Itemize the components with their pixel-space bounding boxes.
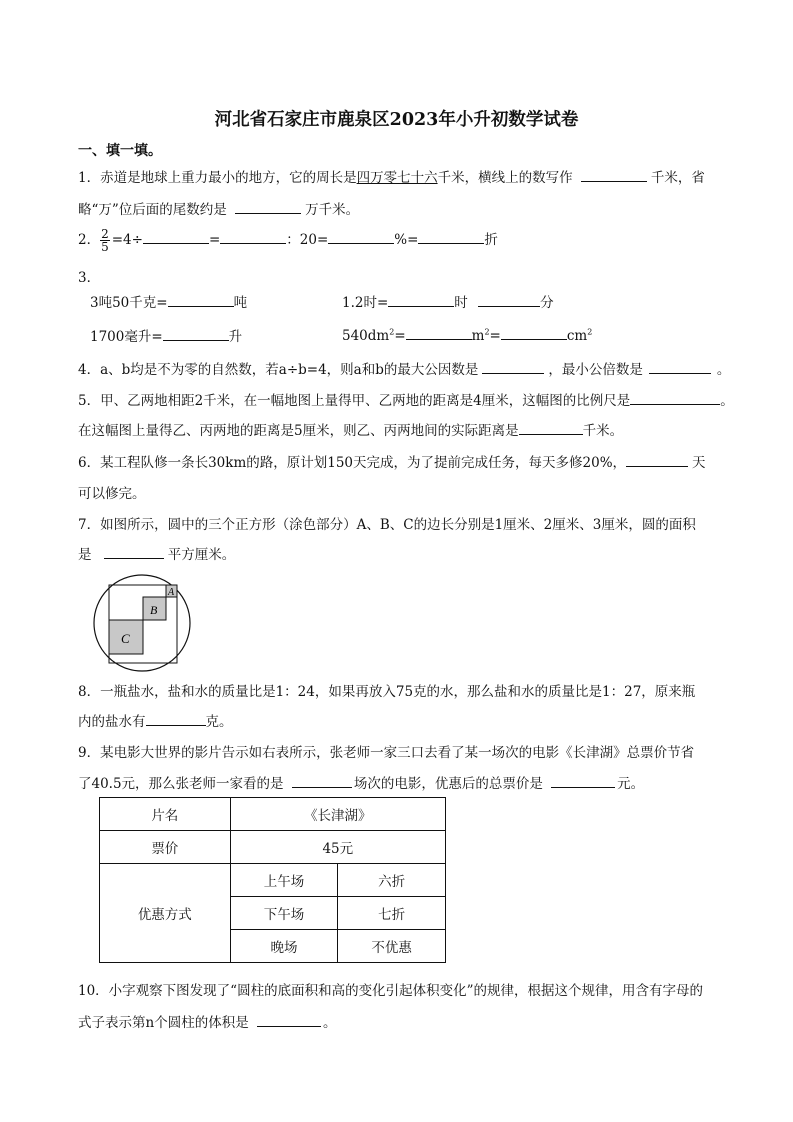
answer-blank[interactable] [163,326,229,341]
answer-blank[interactable] [501,325,567,340]
q9-text: 元。 [617,776,645,792]
q3-text: 3吨50千克= [90,295,168,311]
answer-blank[interactable] [519,420,583,435]
question-7-line-1: 7．如图所示，圆中的三个正方形（涂色部分）A、B、C的边长分别是1厘米、2厘米、3厘米，圆的面积 [78,517,696,533]
q4-text: ，最小公倍数是 [548,362,643,378]
superscript: 2 [389,327,395,337]
table-cell: 《长津湖》 [230,798,445,831]
table-row [100,831,446,864]
q1-text: 1．赤道是地球上重力最小的地方，它的周长是 [78,170,357,186]
answer-blank[interactable] [388,292,454,307]
question-6-line-2: 可以修完。 [78,486,146,502]
question-10-line-1: 10．小字观察下图发现了“圆柱的底面积和高的变化引起体积变化”的规律，根据这个规律，用含有字母的 [78,983,703,999]
answer-blank[interactable] [168,292,234,307]
answer-blank[interactable] [220,229,286,244]
answer-blank[interactable] [104,544,164,559]
q2-text: = [208,232,221,248]
label-c: C [121,631,130,646]
table-cell: 45元 [230,831,445,864]
label-b: B [150,603,158,617]
q4-text: 。 [716,362,731,378]
section-heading: 一、填一填。 [78,143,162,159]
q3-item-b [342,291,554,311]
q1-text: 万千米。 [305,202,360,218]
question-4 [78,358,730,378]
q3-text: m [471,328,485,344]
q1-text: 略“万”位后面的尾数约是 [78,202,227,218]
table-cell: 片名 [100,798,231,831]
table-cell: 七折 [338,897,446,930]
fraction [100,228,110,253]
circle-squares-figure [92,573,192,673]
q3-text: 1700毫升= [90,329,163,345]
q2-number: 2． [78,232,101,248]
question-7-line-2 [78,543,235,563]
question-5-line-1 [78,389,734,409]
answer-blank[interactable] [630,390,720,405]
q3-item-c [90,325,242,345]
answer-blank[interactable] [551,773,615,788]
answer-blank[interactable] [406,325,472,340]
q9-text: 场次的电影，优惠后的总票价是 [353,776,543,792]
question-1-line-1 [78,166,705,186]
table-cell: 上午场 [230,864,338,897]
answer-blank[interactable] [418,229,484,244]
q2-text: %= [394,232,419,248]
q8-text: 克。 [205,714,233,730]
table-cell: 晚场 [230,930,338,963]
table-cell: 下午场 [230,897,338,930]
label-a: A [168,587,175,598]
answer-blank[interactable] [649,359,711,374]
question-2 [78,228,498,253]
q3-text: 吨 [233,295,248,311]
q3-text: 时 [454,295,468,311]
ticket-table [99,797,446,963]
table-cell: 不优惠 [338,930,446,963]
answer-blank[interactable] [235,199,301,214]
answer-blank[interactable] [478,292,540,307]
question-9-line-2 [78,772,644,792]
q10-text: 。 [323,1015,337,1031]
q1-underlined-number: 四万零七十六 [356,170,438,186]
table-row [100,798,446,831]
q8-text: 内的盐水有 [78,714,146,730]
q5-text: 在这幅图上量得乙、丙两地的距离是5厘米，则乙、丙两地间的实际距离是 [78,423,519,439]
q5-text: 5．甲、乙两地相距2千米，在一幅地图上量得甲、乙两地的距离是4厘米，这幅图的比例尺是 [78,393,631,409]
page-title: 河北省石家庄市鹿泉区2023年小升初数学试卷 [214,110,579,130]
q5-text: 。 [720,393,734,409]
answer-blank[interactable] [581,167,647,182]
q10-text: 式子表示第n个圆柱的体积是 [78,1015,249,1031]
answer-blank[interactable] [328,229,394,244]
q3-text: 540dm [342,328,390,344]
q9-text: 了40.5元，那么张老师一家看的是 [78,776,284,792]
q3-item-d [342,325,592,344]
q6-text: 天 [692,455,706,471]
q1-text: 千米，省 [650,170,705,186]
table-row [100,864,446,897]
fraction-denominator: 5 [101,240,109,254]
question-5-line-2 [78,419,623,439]
superscript: 2 [587,327,593,337]
q4-text: 4．a、b均是不为零的自然数，若a÷b=4，则a和b的最大公因数是 [78,362,479,378]
q6-text: 6．某工程队修一条长30km的路，原计划150天完成，为了提前完成任务，每天多修20%， [78,455,627,471]
table-cell: 六折 [338,864,446,897]
q3-item-a [90,291,247,311]
q3-text: 升 [228,329,243,345]
answer-blank[interactable] [626,452,688,467]
q2-text: =4÷ [111,232,143,248]
q3-text: cm [566,328,588,344]
q2-text: 折 [484,232,498,248]
question-8-line-2 [78,710,233,730]
superscript: 2 [484,327,490,337]
question-8-line-1: 8．一瓶盐水，盐和水的质量比是1：24，如果再放入75克的水，那么盐和水的质量比是1：27，原来瓶 [78,684,696,700]
question-10-line-2 [78,1011,337,1031]
q2-text: ：20= [286,232,329,248]
answer-blank[interactable] [146,711,206,726]
table-cell: 票价 [100,831,231,864]
q5-text: 千米。 [582,423,624,439]
answer-blank[interactable] [482,359,544,374]
question-9-line-1: 9．某电影大世界的影片告示如右表所示，张老师一家三口去看了某一场次的电影《长津湖》总票价节省 [78,745,695,761]
q3-text: = [489,328,501,344]
q3-text: 1.2时= [342,295,389,311]
answer-blank[interactable] [143,229,209,244]
answer-blank[interactable] [292,773,352,788]
table-cell: 优惠方式 [100,864,231,963]
q3-text: 分 [540,295,554,311]
q7-text: 平方厘米。 [167,547,236,563]
fraction-numerator: 2 [101,227,109,241]
q1-text: 千米，横线上的数写作 [437,170,573,186]
q3-text: = [394,328,406,344]
q7-text: 是 [78,547,92,563]
question-3-label: 3． [78,270,101,286]
question-1-line-2 [78,198,359,218]
question-6-line-1 [78,451,706,471]
answer-blank[interactable] [257,1012,321,1027]
